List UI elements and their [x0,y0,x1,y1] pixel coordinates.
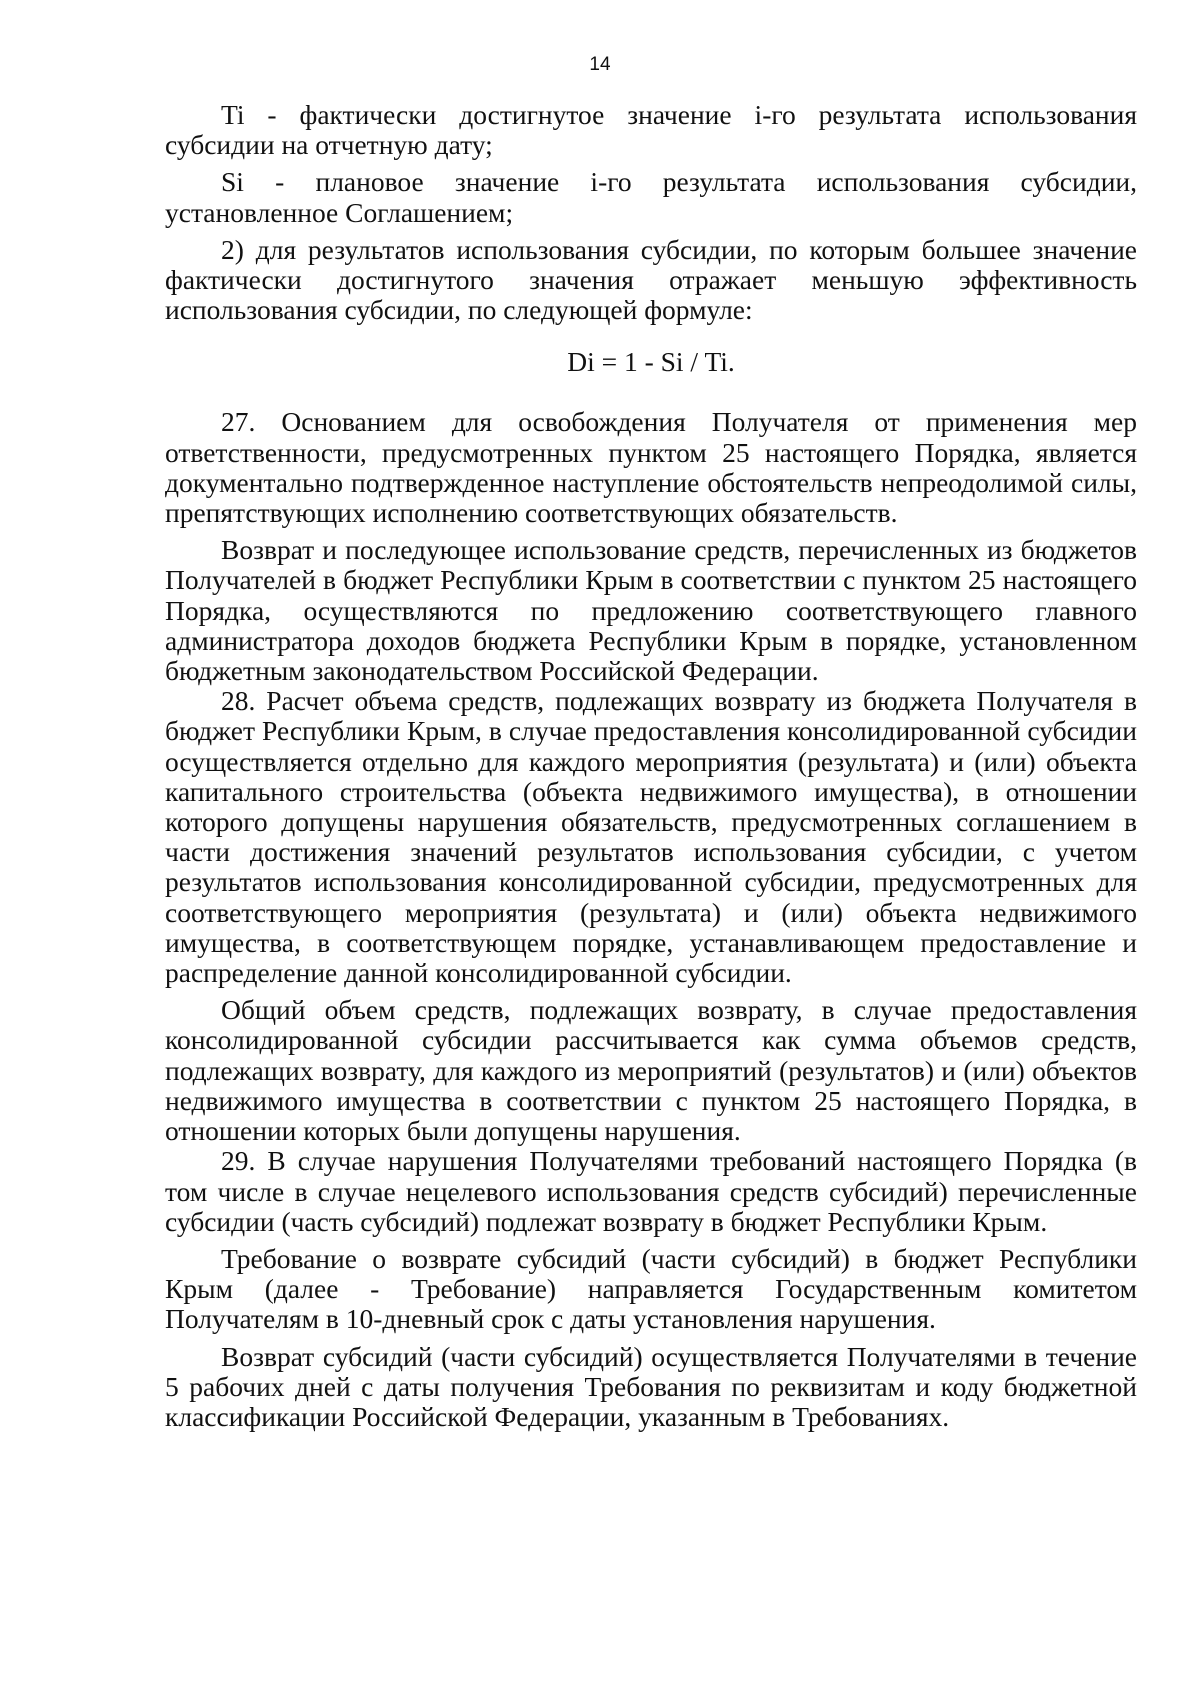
document-body [165,100,1137,1432]
paragraph-27: 27. Основанием для освобождения Получателя от применения мер ответственности, предусмотренных пунктом 25 настоящего Порядка, является документально подтвержденное наступление обстоятельств непреодолимой силы, препятствующих исполнению соответствующих обязательств. [165,406,1137,529]
paragraph-28: 28. Расчет объема средств, подлежащих возврату из бюджета Получателя в бюджет Республики Крым, в случае предоставления консолидированной субсидии осуществляется отдельно для каждого мероприятия (результата) и (или) объекта капитального строительства (объекта недвижимого имущества), в отношении которого допущены нарушения обязательств, предусмотренных соглашением в части достижения значений результатов использования субсидии, с учетом результатов использования консолидированной субсидии, предусмотренных для соответствующего мероприятия (результата) и (или) объекта недвижимого имущества, в соответствующем порядке, устанавливающем предоставление и распределение данной консолидированной субсидии. [165,685,1137,989]
paragraph-total-refund: Общий объем средств, подлежащих возврату, в случае предоставления консолидированной субсидии рассчитывается как сумма объемов средств, подлежащих возврату, для каждого из мероприятий (результатов) и (или) объектов недвижимого имущества в соответствии с пунктом 25 настоящего Порядка, в отношении которых были допущены нарушения. [165,994,1137,1147]
page-number: 14 [589,54,611,75]
paragraph-formula-intro: 2) для результатов использования субсидии, по которым большее значение фактически достигнутого значения отражает меньшую эффективность использования субсидии, по следующей формуле: [165,233,1137,326]
paragraph-refund-deadline: Возврат субсидий (части субсидий) осуществляется Получателями в течение 5 рабочих дней с даты получения Требования по реквизитам и коду бюджетной классификации Российской Федерации, указанным в Требованиях. [165,1340,1137,1432]
paragraph-si-definition: Si - плановое значение i-го результата использования субсидии, установленное Соглашением; [165,166,1137,228]
formula-di: Di = 1 - Si / Ti. [567,346,735,378]
paragraph-ti-definition: Ti - фактически достигнутое значение i-го результата использования субсидии на отчетную дату; [165,99,1137,161]
paragraph-refund-usage: Возврат и последующее использование средств, перечисленных из бюджетов Получателей в бюджет Республики Крым в соответствии с пунктом 25 настоящего Порядка, осуществляются по предложению соответствующего главного администратора доходов бюджета Республики Крым в порядке, установленном бюджетным законодательством Российской Федерации. [165,534,1137,687]
paragraph-29: 29. В случае нарушения Получателями требований настоящего Порядка (в том числе в случае нецелевого использования средств субсидий) перечисленные субсидии (часть субсидий) подлежат возврату в бюджет Республики Крым. [165,1145,1137,1237]
paragraph-requirement: Требование о возврате субсидий (части субсидий) в бюджет Республики Крым (далее - Требование) направляется Государственным комитетом Получателям в 10-дневный срок с даты установления нарушения. [165,1242,1137,1335]
